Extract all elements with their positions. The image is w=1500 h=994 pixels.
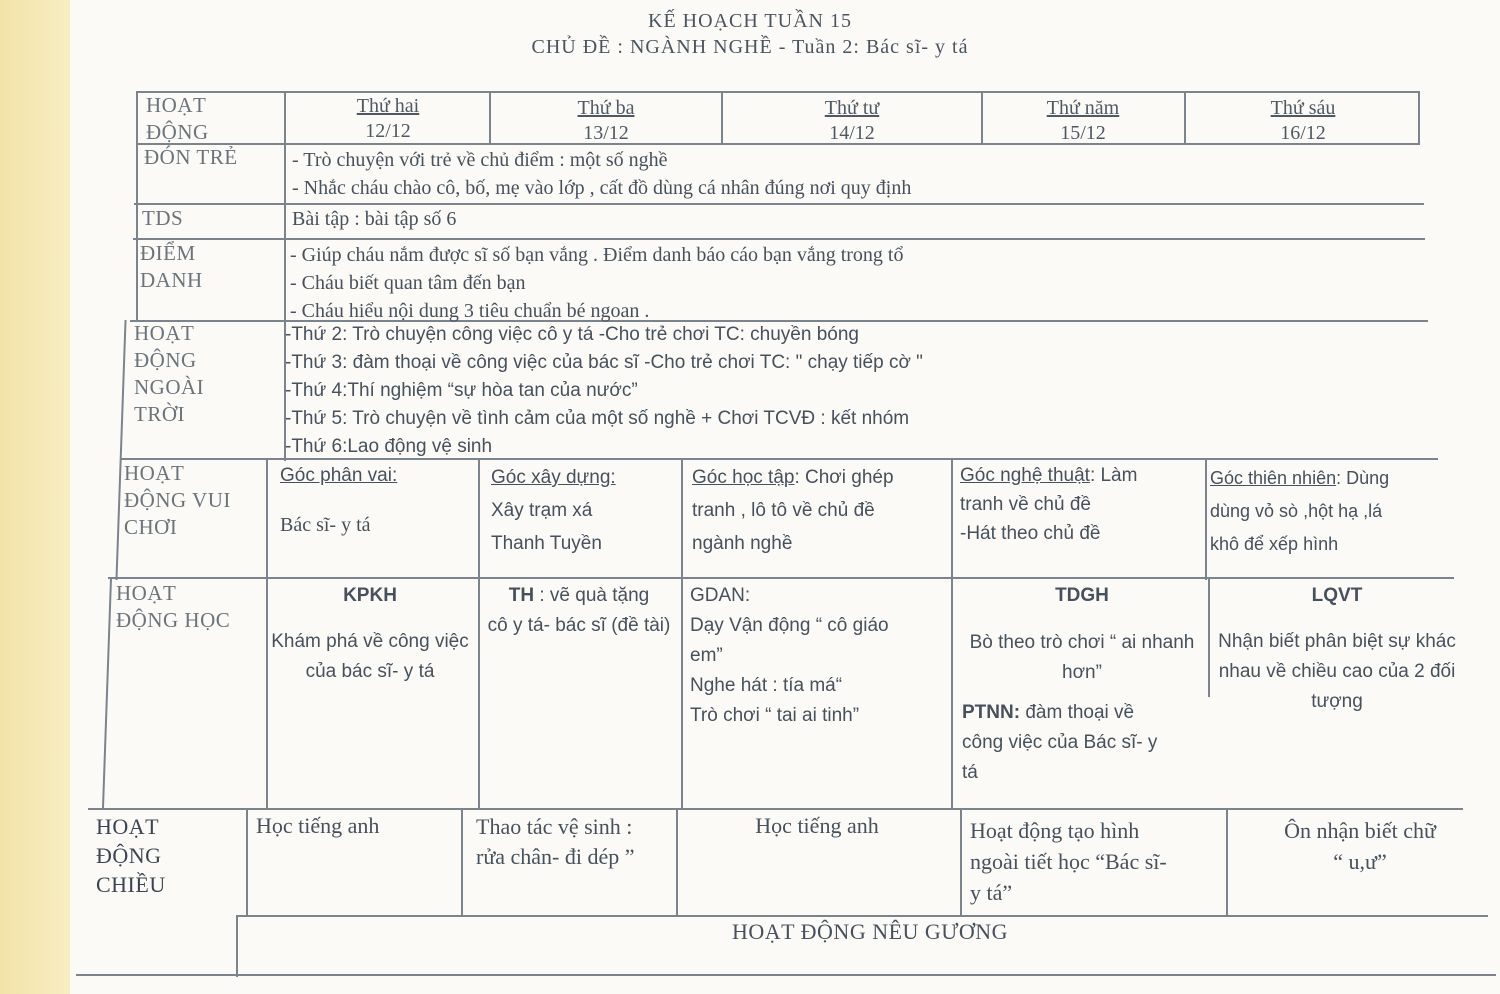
text-line: công việc của Bác sĩ- y	[962, 732, 1158, 753]
day-date: 15/12	[1060, 122, 1106, 144]
column-divider	[478, 458, 480, 810]
label-line: HOẠT	[96, 814, 160, 839]
subject-title-rest: : vẽ quà tặng	[534, 585, 650, 606]
text-line: Nghe hát : tía má“	[690, 675, 843, 696]
column-divider	[960, 808, 962, 916]
neu-guong-label: HOẠT ĐỘNG NÊU GƯƠNG	[731, 919, 1009, 944]
label-line: ĐỘNG HỌC	[116, 608, 231, 632]
text-line: -Hát theo chủ đề	[960, 523, 1101, 544]
chieu-wed: Học tiếng anh	[755, 813, 879, 838]
corner-title-rest: : Dùng	[1336, 468, 1390, 488]
text-line: rửa chân- đi dép ”	[476, 844, 635, 869]
text-line: Hoạt động tạo hình	[970, 818, 1140, 843]
label-line: CHIỀU	[96, 872, 166, 897]
row-label-chieu	[96, 812, 166, 899]
day-header-tue	[493, 96, 719, 146]
label-line: ĐỘNG	[134, 348, 197, 372]
day-header-fri	[1190, 96, 1416, 146]
vui-choi-fri	[1210, 462, 1389, 561]
hoc-thu	[962, 581, 1202, 788]
corner-title-rest: : Chơi ghép	[794, 467, 894, 488]
chieu-thu	[970, 815, 1167, 908]
day-name: Thứ ba	[577, 97, 635, 119]
subject-code: LQVT	[1311, 585, 1363, 606]
subject-code: TH	[508, 585, 535, 606]
corner-label-line: HOẠT	[146, 93, 207, 117]
corner-title: Góc phân vai:	[280, 465, 398, 486]
column-divider	[1208, 577, 1210, 697]
day-name: Thứ hai	[356, 95, 420, 117]
day-name: Thứ năm	[1046, 97, 1120, 119]
corner-label	[146, 92, 209, 146]
label-line: ĐỘNG VUI	[124, 488, 231, 512]
text-line: em”	[690, 645, 723, 666]
column-divider	[489, 91, 491, 144]
page-title: KẾ HOẠCH TUẦN 15	[648, 10, 852, 32]
chieu-tue	[476, 812, 635, 872]
subject-code: KPKH	[343, 585, 397, 606]
page-subtitle: CHỦ ĐỀ : NGÀNH NGHỀ - Tuần 2: Bác sĩ- y tá	[531, 36, 969, 58]
vui-choi-mon	[280, 461, 397, 540]
chieu-fri	[1232, 815, 1488, 877]
diem-danh-content	[290, 241, 904, 325]
row-divider	[108, 577, 1454, 579]
text-line: - Nhắc cháu chào cô, bố, mẹ vào lớp , cất đồ dùng cá nhân đúng nơi quy định	[292, 177, 912, 199]
text-line: - Cháu biết quan tâm đến bạn	[290, 272, 526, 294]
label-line: ĐỘNG	[96, 843, 162, 868]
column-divider	[236, 915, 238, 977]
vui-choi-thu	[960, 461, 1137, 548]
subject-body: cô y tá- bác sĩ (đề tài)	[487, 615, 671, 636]
day-header-wed	[725, 96, 979, 146]
row-label-hoc	[116, 580, 230, 634]
hoc-fri	[1214, 581, 1460, 717]
subject-body: Nhận biết phân biệt sự khác nhau về chiều cao của 2 đối tượng	[1218, 631, 1456, 712]
text-line: Ôn nhận biết chữ	[1284, 818, 1436, 843]
column-divider	[721, 91, 723, 144]
text-line: Thanh Tuyền	[491, 533, 602, 554]
text-line: ngành nghề	[692, 533, 793, 554]
text-line: -Thứ 5: Trò chuyện về tình cảm của một số nghề + Chơi TCVĐ : kết nhóm	[285, 408, 910, 429]
label-line: HOẠT	[116, 581, 177, 605]
column-divider	[681, 458, 683, 810]
table-bottom-border	[76, 974, 1496, 976]
subject-body: Bò theo trò chơi “ ai nhanh hơn”	[969, 632, 1195, 683]
row-divider	[238, 915, 1488, 917]
label-line: HOẠT	[124, 461, 185, 485]
text-line: tranh về chủ đề	[960, 494, 1091, 515]
text-line: - Cháu hiểu nội dung 3 tiêu chuẩn bé ngoan .	[290, 300, 650, 322]
column-divider	[246, 808, 248, 916]
corner-title-rest: : Làm	[1089, 465, 1138, 486]
text-line: ngoài tiết học “Bác sĩ-	[970, 849, 1167, 874]
row-label-tds: TDS	[142, 206, 184, 230]
text-line: dùng vỏ sò ,hột hạ ,lá	[1210, 501, 1383, 521]
corner-title: Góc học tập	[692, 467, 795, 488]
text-line: tranh , lô tô về chủ đề	[692, 500, 875, 521]
corner-label-line: ĐỘNG	[146, 120, 209, 144]
day-header-mon	[290, 94, 486, 144]
day-date: 16/12	[1280, 122, 1326, 144]
text-line: -Thứ 6:Lao động vệ sinh	[285, 436, 493, 457]
label-line: HOẠT	[134, 321, 195, 345]
tds-content: Bài tập : bài tập số 6	[292, 208, 457, 230]
column-divider	[461, 808, 463, 916]
subject-code: PTNN:	[962, 702, 1021, 723]
day-header-thu	[985, 96, 1181, 146]
ngoai-troi-content	[285, 321, 923, 461]
label-column-border	[136, 91, 138, 321]
day-date: 14/12	[829, 122, 875, 144]
label-line: CHƠI	[124, 515, 178, 539]
chieu-mon: Học tiếng anh	[256, 813, 380, 838]
label-line: TRỜI	[134, 402, 185, 426]
label-line: NGOÀI	[134, 375, 205, 399]
column-divider	[951, 458, 953, 810]
row-label-don-tre: ĐÓN TRẺ	[144, 145, 238, 169]
row-label-vui-choi	[124, 460, 231, 541]
day-date: 13/12	[583, 122, 629, 144]
row-divider	[88, 808, 1463, 810]
hoc-tue	[482, 581, 676, 641]
text-line: - Trò chuyện với trẻ về chủ điểm : một số nghề	[292, 149, 668, 171]
column-divider	[1226, 808, 1228, 916]
row-divider	[133, 238, 1425, 240]
corner-title: Góc xây dựng:	[491, 467, 616, 488]
day-name: Thứ tư	[824, 97, 880, 119]
row-label-diem-danh	[140, 240, 203, 294]
corner-title: Góc thiên nhiên	[1210, 468, 1337, 488]
text-line: đàm thoại về	[1020, 702, 1135, 723]
label-line: ĐIỂM	[140, 241, 196, 265]
column-divider	[1205, 458, 1207, 580]
corner-title: Góc nghệ thuật	[960, 465, 1090, 486]
day-date: 12/12	[365, 120, 411, 142]
corner-body: Bác sĩ- y tá	[280, 514, 371, 536]
don-tre-content	[292, 146, 911, 202]
hoc-mon	[270, 581, 470, 687]
vui-choi-wed	[692, 461, 894, 560]
text-line: -Thứ 4:Thí nghiệm “sự hòa tan của nước”	[285, 380, 638, 401]
text-line: GDAN:	[690, 585, 751, 606]
text-line: tá	[962, 762, 978, 783]
text-line: khô để xếp hình	[1210, 534, 1339, 554]
column-divider	[266, 458, 268, 810]
text-line: y tá”	[970, 880, 1013, 905]
column-divider	[676, 808, 678, 916]
day-name: Thứ sáu	[1270, 97, 1336, 119]
text-line: Xây trạm xá	[491, 500, 593, 521]
text-line: Dạy Vận động “ cô giáo	[690, 615, 889, 636]
column-divider	[981, 91, 983, 144]
text-line: - Giúp cháu nắm được sĩ số bạn vắng . Điểm danh báo cáo bạn vắng trong tổ	[290, 244, 904, 266]
text-line: -Thứ 2: Trò chuyện công việc cô y tá -Cho trẻ chơi TC: chuyền bóng	[285, 324, 859, 345]
column-divider	[1184, 91, 1186, 144]
table-right-border	[1418, 91, 1420, 144]
row-label-ngoai-troi	[134, 320, 204, 428]
text-line: Thao tác vệ sinh :	[476, 814, 633, 839]
table-top-border	[136, 91, 1418, 93]
text-line: -Thứ 3: đàm thoại về công việc của bác sĩ -Cho trẻ chơi TC: " chạy tiếp cờ "	[285, 352, 923, 373]
hoc-wed	[690, 581, 889, 731]
vui-choi-tue	[491, 461, 616, 560]
subject-body: Khám phá về công việc của bác sĩ- y tá	[271, 631, 469, 682]
text-line: “ u,ư”	[1333, 849, 1387, 874]
text-line: Trò chơi “ tai ai tinh”	[690, 705, 860, 726]
label-line: DANH	[140, 268, 203, 292]
subject-code: TDGH	[1055, 585, 1109, 606]
